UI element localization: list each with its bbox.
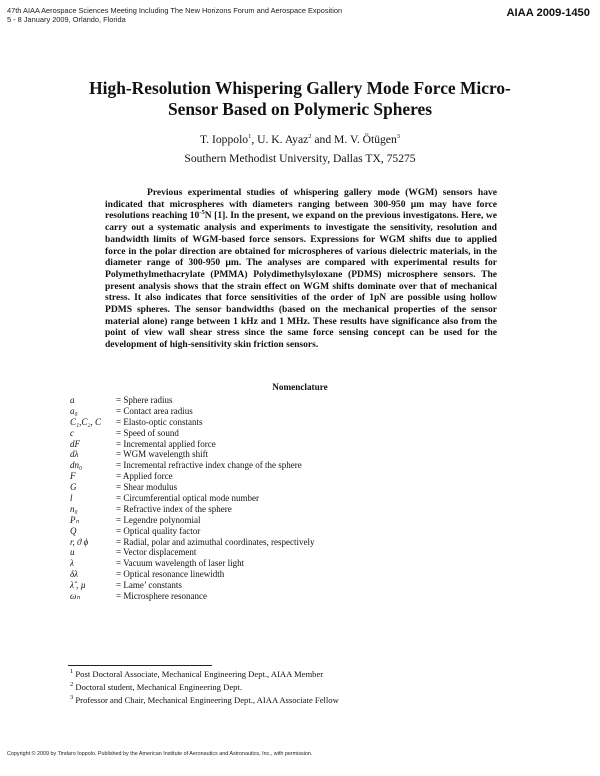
nomenclature-symbol: ωₙ xyxy=(70,591,80,602)
paper-id: AIAA 2009-1450 xyxy=(506,7,590,19)
nomenclature-definition: = Sphere radius xyxy=(116,395,173,405)
nomenclature-row xyxy=(70,580,315,591)
nomenclature-symbol: G xyxy=(70,482,77,493)
author-name: T. Ioppolo xyxy=(200,133,249,146)
nomenclature-symbol: dλ xyxy=(70,449,79,460)
abstract xyxy=(105,187,497,351)
nomenclature-symbol: n₀ xyxy=(70,503,78,514)
affiliation: Southern Methodist University, Dallas TX, 75275 xyxy=(184,152,416,165)
nomenclature-definition: = WGM wavelength shift xyxy=(116,449,209,460)
nomenclature-list xyxy=(70,395,315,602)
nomenclature-row xyxy=(70,493,315,504)
nomenclature-definition: = Refractive index of the sphere xyxy=(116,503,232,514)
author-footnote-mark: 2 xyxy=(308,133,312,141)
author-footnote-mark: 3 xyxy=(396,133,400,141)
footnote-mark: 2 xyxy=(70,681,74,689)
nomenclature-symbol: Q xyxy=(70,525,77,536)
author-list xyxy=(0,133,600,146)
abstract-exponent: -5 xyxy=(199,209,205,217)
nomenclature-definition: = Legendre polynomial xyxy=(116,514,201,525)
title-line-2: Sensor Based on Polymeric Spheres xyxy=(167,99,433,119)
nomenclature-symbol: Pₙ xyxy=(70,514,80,525)
nomenclature-definition: = Microsphere resonance xyxy=(116,591,208,602)
nomenclature-row xyxy=(70,417,315,428)
nomenclature-symbol: λ xyxy=(70,558,74,569)
conference-line-1: 47th AIAA Aerospace Sciences Meeting Including The New Horizons Forum and Aerospace Exposition xyxy=(7,6,343,15)
nomenclature-symbol: C₁,C₂, C xyxy=(70,416,102,427)
nomenclature-definition: = Lame’ constants xyxy=(116,580,182,591)
nomenclature-row xyxy=(70,471,315,482)
nomenclature-definition: = Applied force xyxy=(116,471,173,482)
nomenclature-row xyxy=(70,428,315,439)
nomenclature-row xyxy=(70,504,315,515)
author-separator: , xyxy=(251,133,258,146)
copyright-notice: Copyright © 2009 by Tindaro Ioppolo. Published by the American Institute of Aeronautics and Astronautics, Inc., with permission. xyxy=(7,751,313,757)
nomenclature-definition: = Optical resonance linewidth xyxy=(116,569,225,580)
footnote xyxy=(70,668,339,681)
nomenclature-symbol: δλ xyxy=(70,569,79,580)
nomenclature-row xyxy=(70,537,315,548)
conference-header xyxy=(7,6,342,24)
author-name: U. K. Ayaz xyxy=(257,133,309,146)
author-separator: and xyxy=(311,133,335,146)
nomenclature-row xyxy=(70,591,315,602)
footnote-text: Post Doctoral Associate, Mechanical Engineering Dept., AIAA Member xyxy=(75,669,324,679)
nomenclature-row xyxy=(70,515,315,526)
nomenclature-symbol: l xyxy=(70,493,73,504)
footnote-divider xyxy=(68,665,212,666)
nomenclature-symbol: a xyxy=(70,395,75,405)
nomenclature-definition: = Vector displacement xyxy=(116,547,197,558)
nomenclature-symbol: a₀ xyxy=(70,405,78,416)
nomenclature-row xyxy=(70,439,315,450)
nomenclature-definition: = Vacuum wavelength of laser light xyxy=(116,558,245,569)
nomenclature-row xyxy=(70,482,315,493)
conference-line-2: 5 - 8 January 2009, Orlando, Florida xyxy=(7,15,126,24)
nomenclature-definition: = Contact area radius xyxy=(116,405,193,416)
nomenclature-symbol: u xyxy=(70,547,75,558)
nomenclature-symbol: λ̂ , µ xyxy=(70,580,86,591)
abstract-text-1: Previous experimental studies of whispering gallery mode (WGM) sensors have indicated that microspheres with diameters ranging between 300-950 µm may have force resolutions reaching 10 xyxy=(105,187,497,222)
author-name: M. V. Ötügen xyxy=(334,133,397,146)
nomenclature-row xyxy=(70,526,315,537)
nomenclature-row xyxy=(70,569,315,580)
nomenclature-row xyxy=(70,558,315,569)
footnote-text: Professor and Chair, Mechanical Engineering Dept., AIAA Associate Fellow xyxy=(75,695,339,705)
abstract-text-2: N [1]. In the present, we expand on the previous investigatons. Here, we carry out a systematic analysis and experiments to investigate the sensitivity, resolution and bandwidth limits of WGM-based force sensors. Expressions for WGM shifts due to applied force in the polar direction are obtained for microspheres of various dielectric materials, in the diameter range of 300-950 µm. The analyses are compared with experimental results for Polymethylmethacrylate (PMMA) Polydimethylsyloxane (PDMS) microsphere sensors. The present analysis shows that the strain effect on WGM shifts dominate over that of mechanical stress. It also indicates that force sensitivities of the order of 1pN are possible using hollow PDMS spheres. The sensor bandwidths (based on the mechanical properties of the sensor material alone) range between 1 kHz and 1 MHz. These results have significance also from the point of view wall shear stress since the same force sensing concept can be used for the development of high-sensitivity skin friction sensors. xyxy=(105,210,497,351)
nomenclature-symbol: c xyxy=(70,427,74,438)
title-line-1: High-Resolution Whispering Gallery Mode Force Micro- xyxy=(89,78,511,98)
nomenclature-row xyxy=(70,406,315,417)
nomenclature-definition: = Incremental applied force xyxy=(116,438,216,449)
nomenclature-symbol: dn₀ xyxy=(70,460,83,471)
author-footnote-mark: 1 xyxy=(248,133,252,141)
nomenclature-definition: = Circumferential optical mode number xyxy=(116,493,260,504)
nomenclature-symbol: r, ϑ ϕ xyxy=(70,536,89,547)
footnotes xyxy=(70,668,339,707)
nomenclature-definition: = Shear modulus xyxy=(116,482,178,493)
footnote xyxy=(70,694,339,707)
nomenclature-definition: = Radial, polar and azimuthal coordinates, respectively xyxy=(116,536,315,547)
nomenclature-definition: = Optical quality factor xyxy=(116,525,201,536)
nomenclature-symbol: F xyxy=(70,471,76,482)
nomenclature-row xyxy=(70,395,315,406)
paper-title xyxy=(60,78,540,120)
nomenclature-definition: = Elasto-optic constants xyxy=(116,416,203,427)
footnote-mark: 3 xyxy=(70,694,74,702)
nomenclature-row xyxy=(70,449,315,460)
nomenclature-symbol: dF xyxy=(70,438,80,449)
nomenclature-definition: = Incremental refractive index change of the sphere xyxy=(116,460,302,471)
nomenclature-title: Nomenclature xyxy=(272,382,328,392)
nomenclature-row xyxy=(70,547,315,558)
nomenclature-definition: = Speed of sound xyxy=(116,427,179,438)
footnote-text: Doctoral student, Mechanical Engineering Dept. xyxy=(75,682,242,692)
footnote xyxy=(70,681,339,694)
nomenclature-row xyxy=(70,460,315,471)
footnote-mark: 1 xyxy=(70,668,74,676)
